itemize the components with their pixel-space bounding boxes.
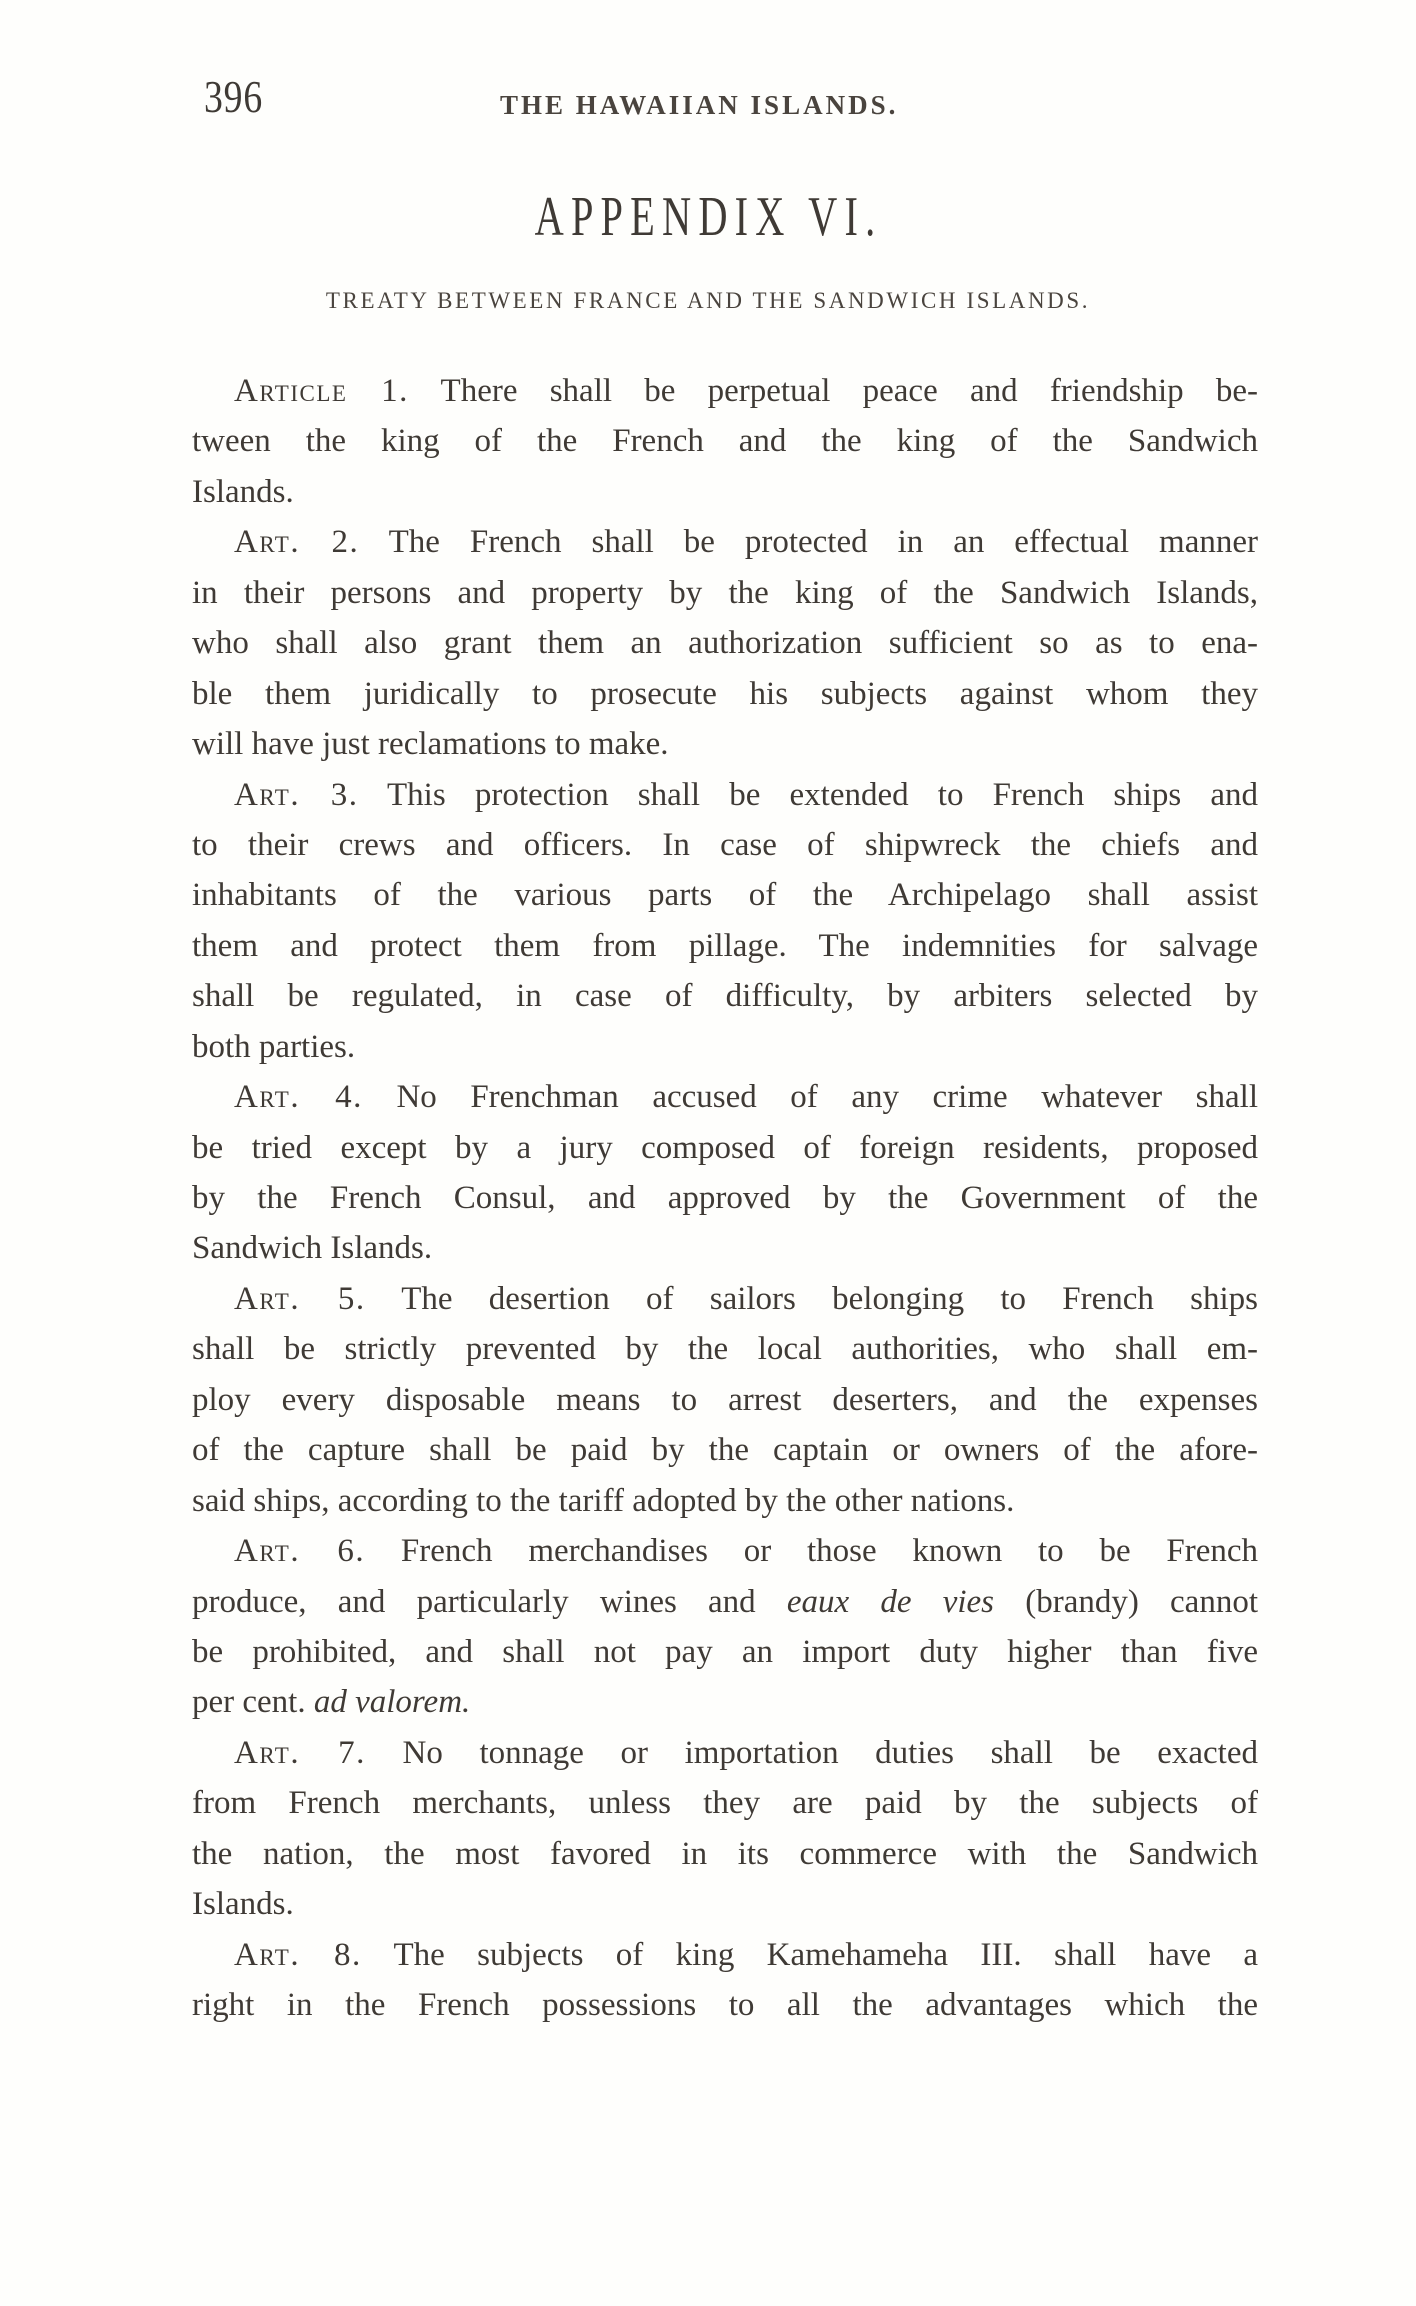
text-line bbox=[192, 1223, 1258, 1273]
line-text: There shall be perpetual peace and friendship be- bbox=[408, 373, 1258, 409]
text-line bbox=[192, 1677, 1258, 1727]
article-label: Art. 6. bbox=[234, 1533, 366, 1570]
text-line bbox=[192, 1577, 1258, 1627]
text-line bbox=[192, 1375, 1258, 1425]
article-label: Art. 4. bbox=[234, 1079, 363, 1116]
article-label: Art. 3. bbox=[234, 776, 359, 813]
line-text: This protection shall be extended to French ships and bbox=[358, 776, 1258, 813]
line-text: who shall also grant them an authorization sufficient so as to ena- bbox=[192, 625, 1258, 662]
line-text: Islands. bbox=[192, 1886, 294, 1923]
article-label: Article 1. bbox=[234, 373, 409, 409]
line-text: will have just reclamations to make. bbox=[192, 726, 669, 763]
page-number: 396 bbox=[204, 71, 264, 122]
text-line bbox=[192, 416, 1258, 466]
text-line bbox=[192, 719, 1258, 769]
text-line bbox=[192, 1627, 1258, 1677]
text-line bbox=[192, 1173, 1258, 1223]
line-text: ploy every disposable means to arrest deserters, and the expenses bbox=[192, 1381, 1258, 1418]
text-line bbox=[192, 1123, 1258, 1173]
line-text: No Frenchman accused of any crime whatever shall bbox=[362, 1079, 1258, 1116]
text-line bbox=[192, 820, 1258, 870]
appendix-heading bbox=[0, 185, 1416, 249]
text-line bbox=[192, 1425, 1258, 1475]
article-label: Art. 5. bbox=[234, 1280, 366, 1317]
article-first-line bbox=[192, 770, 1258, 820]
line-text: produce, and particularly wines and bbox=[192, 1583, 787, 1620]
line-text: French merchandises or those known to be French bbox=[365, 1533, 1258, 1570]
line-text: No tonnage or importation duties shall be exacted bbox=[365, 1734, 1258, 1771]
line-text: right in the French possessions to all the advantages which the bbox=[192, 1987, 1258, 2023]
running-title: THE HAWAIIAN ISLANDS. bbox=[500, 90, 899, 120]
article-first-line bbox=[192, 1728, 1258, 1778]
line-text: said ships, according to the tariff adopted by the other nations. bbox=[192, 1482, 1015, 1519]
text-line bbox=[192, 618, 1258, 668]
article-first-line bbox=[192, 1930, 1258, 1980]
line-text: in their persons and property by the king of the Sandwich Islands, bbox=[192, 574, 1258, 611]
article-label: Art. 8. bbox=[234, 1936, 362, 1973]
line-text: be tried except by a jury composed of foreign residents, proposed bbox=[192, 1129, 1258, 1166]
article-first-line bbox=[192, 1526, 1258, 1576]
text-line bbox=[192, 1980, 1258, 2030]
line-text: them and protect them from pillage. The indemnities for salvage bbox=[192, 927, 1258, 964]
line-text: shall be strictly prevented by the local authorities, who shall em- bbox=[192, 1331, 1258, 1368]
line-text: the nation, the most favored in its commerce with the Sandwich bbox=[192, 1835, 1258, 1872]
treaty-subtitle: TREATY BETWEEN FRANCE AND THE SANDWICH ISLANDS. bbox=[325, 288, 1091, 313]
text-line bbox=[192, 921, 1258, 971]
article-first-line bbox=[192, 1274, 1258, 1324]
italic-phrase: eaux de vies bbox=[786, 1583, 995, 1620]
text-line bbox=[192, 1022, 1258, 1072]
text-line bbox=[192, 1879, 1258, 1929]
text-line bbox=[192, 1324, 1258, 1374]
line-text: The desertion of sailors belonging to French ships bbox=[365, 1280, 1258, 1317]
article-label: Art. 2. bbox=[234, 524, 360, 561]
text-line bbox=[192, 870, 1258, 920]
article-first-line bbox=[192, 517, 1258, 567]
line-text: The subjects of king Kamehameha III. shall have a bbox=[361, 1936, 1258, 1973]
line-text: of the capture shall be paid by the captain or owners of the afore- bbox=[192, 1432, 1258, 1469]
article-first-line bbox=[192, 366, 1258, 416]
text-line bbox=[192, 568, 1258, 618]
text-line bbox=[192, 971, 1258, 1021]
line-text: Islands. bbox=[192, 473, 294, 510]
line-text: shall be regulated, in case of difficulty, by arbiters selected by bbox=[192, 978, 1258, 1015]
text-line bbox=[192, 467, 1258, 517]
text-line bbox=[192, 1778, 1258, 1828]
line-text: inhabitants of the various parts of the Archipelago shall assist bbox=[192, 877, 1258, 914]
line-text: from French merchants, unless they are paid by the subjects of bbox=[192, 1785, 1258, 1822]
line-text: ble them juridically to prosecute his subjects against whom they bbox=[192, 675, 1258, 712]
line-text: (brandy) cannot bbox=[994, 1583, 1258, 1620]
line-text: per cent. bbox=[192, 1684, 314, 1721]
line-text: Sandwich Islands. bbox=[192, 1230, 433, 1267]
article-first-line bbox=[192, 1072, 1258, 1122]
article-label: Art. 7. bbox=[234, 1734, 366, 1771]
text-line bbox=[192, 1829, 1258, 1879]
treaty-text bbox=[192, 366, 1258, 2030]
text-line bbox=[192, 1476, 1258, 1526]
italic-phrase: ad valorem. bbox=[313, 1684, 471, 1721]
text-line bbox=[192, 669, 1258, 719]
appendix-title: APPENDIX VI. bbox=[534, 186, 882, 248]
line-text: both parties. bbox=[192, 1028, 356, 1065]
line-text: be prohibited, and shall not pay an import duty higher than five bbox=[192, 1633, 1258, 1670]
line-text: The French shall be protected in an effectual manner bbox=[359, 524, 1258, 561]
line-text: by the French Consul, and approved by the Government of the bbox=[192, 1180, 1258, 1216]
line-text: tween the king of the French and the king of the Sandwich bbox=[192, 423, 1258, 460]
line-text: to their crews and officers. In case of shipwreck the chiefs and bbox=[192, 826, 1258, 863]
